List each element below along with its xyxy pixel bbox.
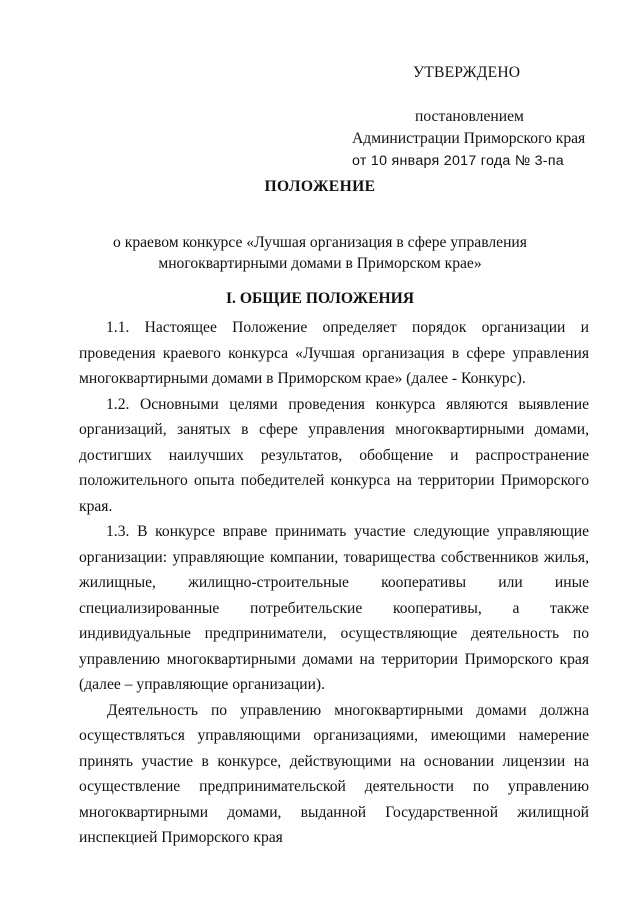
document-title: ПОЛОЖЕНИЕ — [264, 178, 376, 195]
decree-date-line: от 10 января 2017 года № 3-па — [352, 153, 564, 169]
paragraph-1-1: 1.1. Настоящее Положение определяет порядок организации и проведения краевого конкурса «Лучшая организация в сфере управления многоквартирными домами в Приморском крае» (далее - Конкурс). — [79, 319, 589, 387]
approval-decree-block — [352, 106, 602, 172]
paragraph-1-2: 1.2. Основными целями проведения конкурса являются выявление организаций, занятых в сфере управления многоквартирными домами, достигших наилучших результатов, обобщение и распространение положительного опыта победителей конкурса на территории Приморского края. — [79, 395, 589, 515]
document-body — [79, 315, 589, 851]
subtitle-line-1: о краевом конкурсе «Лучшая организация в сфере управления — [113, 234, 527, 251]
decree-line-1: постановлением — [415, 108, 524, 125]
section-heading: I. ОБЩИЕ ПОЛОЖЕНИЯ — [225, 290, 415, 307]
paragraph-1-3: 1.3. В конкурсе вправе принимать участие следующие управляющие организации: управляющие компании, товарищества собственников жилья, жилищные, жилищно-строительные кооперативы или иные специализированные потребительские кооперативы, а также индивидуальные предприниматели, осуществляющие деятельность по управлению многоквартирными домами на территории Приморского края (далее – управляющие организации). — [79, 523, 589, 693]
approval-stamp-label: УТВЕРЖДЕНО — [413, 64, 521, 81]
document-subtitle — [0, 232, 640, 274]
subtitle-line-2: многоквартирными домами в Приморском крае» — [158, 255, 482, 272]
paragraph-activity: Деятельность по управлению многоквартирными домами должна осуществляться управляющими организациями, имеющими намерение принять участие в конкурсе, действующими на основании лицензии на осуществление предпринимательской деятельности по управлению многоквартирными домами, выданной Государственной жилищной инспекцией Приморского края — [79, 701, 589, 846]
decree-line-2: Администрации Приморского края — [352, 130, 586, 147]
